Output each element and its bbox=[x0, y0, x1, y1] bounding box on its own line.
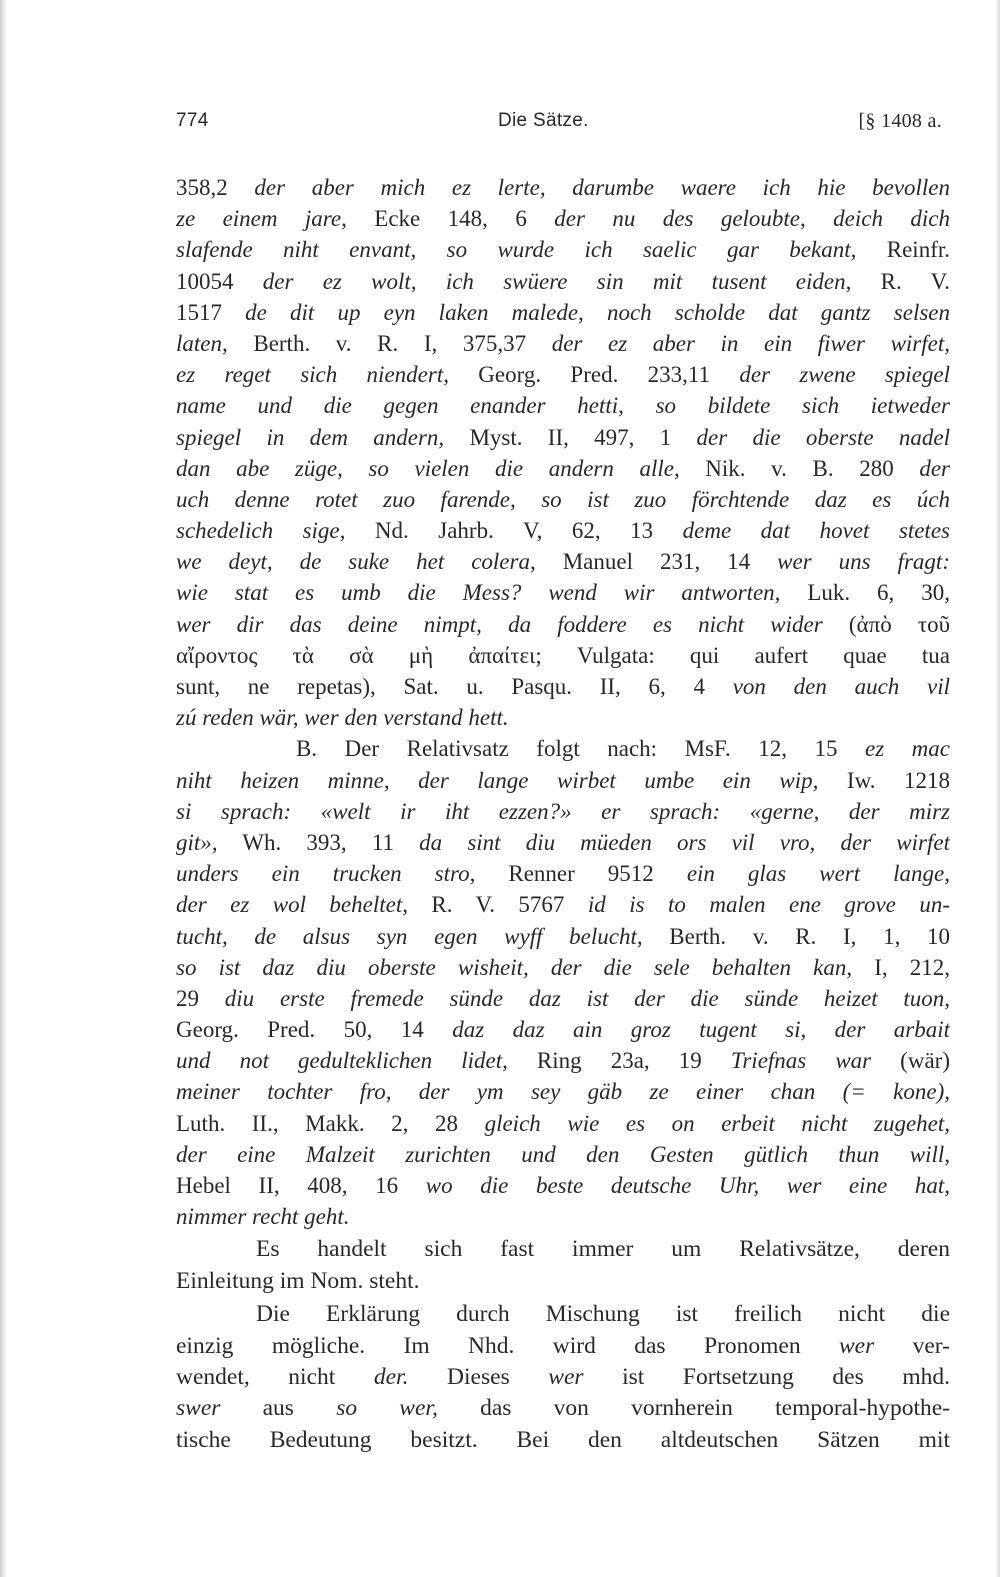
italic-quotation: so wer, bbox=[336, 1395, 438, 1422]
roman-text: Iw. 1218 bbox=[818, 767, 950, 793]
roman-text: Manuel 231, 14 bbox=[535, 549, 778, 575]
italic-quotation: deme dat hovet stetes bbox=[682, 518, 950, 544]
italic-quotation: uch denne rotet zuo farende, so ist zuo förchtende daz es úch bbox=[176, 486, 950, 512]
roman-text: Berth. v. R. I, 375,37 bbox=[227, 330, 552, 356]
text-line bbox=[176, 453, 950, 484]
text-line bbox=[176, 609, 950, 640]
roman-text: Georg. Pred. 233,11 bbox=[448, 362, 740, 388]
roman-text: Reinfr. bbox=[856, 237, 950, 263]
italic-quotation: swer bbox=[176, 1395, 221, 1422]
roman-text: Wh. 393, 11 bbox=[217, 829, 420, 855]
text-line bbox=[176, 765, 950, 796]
italic-quotation: Triefnas war bbox=[730, 1048, 872, 1074]
roman-text: 29 bbox=[176, 985, 225, 1011]
page-body bbox=[176, 172, 950, 1456]
text-line bbox=[176, 1076, 950, 1107]
italic-quotation: der zwene spiegel bbox=[739, 362, 950, 388]
paragraph-examples-b bbox=[176, 733, 950, 1232]
italic-quotation: wo die beste deutsche Uhr, wer eine hat, bbox=[425, 1173, 950, 1198]
roman-text: αἴροντος τὰ σὰ μὴ ἀπαίτει; Vulgata: qui aufert quae tua bbox=[176, 642, 950, 668]
italic-quotation: slafende niht envant, so wurde ich saelic gar bekant, bbox=[176, 237, 857, 263]
text-line bbox=[176, 1362, 950, 1393]
roman-text: 10054 bbox=[176, 268, 263, 294]
roman-text: (wär) bbox=[871, 1048, 950, 1074]
roman-text: Ecke 148, 6 bbox=[346, 206, 555, 232]
text-line bbox=[176, 1108, 950, 1139]
text-line bbox=[176, 515, 950, 546]
roman-text: Hebel II, 408, 16 bbox=[176, 1173, 426, 1198]
text-line bbox=[176, 422, 950, 453]
italic-quotation: si sprach: «welt ir iht ezzen?» er sprach: «gerne, der mirz bbox=[176, 798, 950, 824]
italic-quotation: daz daz ain groz tugent si, der arbait bbox=[452, 1017, 950, 1043]
italic-quotation: da sint diu müeden ors vil vro, der wirfet bbox=[419, 829, 950, 855]
italic-quotation: git», bbox=[176, 829, 218, 855]
scan-left-edge bbox=[0, 0, 7, 1577]
italic-quotation: wer bbox=[548, 1363, 584, 1390]
roman-text: 1517 bbox=[176, 299, 246, 325]
roman-text: Renner 9512 bbox=[475, 861, 687, 887]
italic-quotation: der. bbox=[373, 1363, 409, 1390]
italic-quotation: diu erste fremede sünde daz ist der die sünde heizet tuon, bbox=[224, 985, 950, 1011]
text-line bbox=[176, 297, 950, 328]
italic-quotation: nimmer recht geht. bbox=[176, 1204, 350, 1230]
roman-text: das von vornherein temporal-hypothe- bbox=[437, 1395, 950, 1422]
roman-text: Georg. Pred. 50, 14 bbox=[176, 1017, 453, 1043]
running-title: Die Sätze. bbox=[498, 110, 589, 131]
text-line bbox=[176, 546, 950, 577]
italic-quotation: schedelich sige, bbox=[176, 518, 346, 544]
roman-text: R. V. bbox=[851, 268, 950, 294]
roman-text: 358,2 bbox=[176, 175, 255, 200]
roman-text: ver- bbox=[874, 1332, 950, 1359]
italic-quotation: unders ein trucken stro, bbox=[176, 861, 476, 887]
italic-quotation: ein glas wert lange, bbox=[686, 861, 950, 887]
roman-text: (ἀπὸ τοῦ bbox=[822, 611, 950, 637]
roman-text: tische Bedeutung besitzt. Bei den altdeutschen Sätzen mit bbox=[176, 1426, 950, 1453]
italic-quotation: meiner tochter fro, der ym sey gäb ze einer chan (= kone), bbox=[176, 1079, 950, 1105]
italic-quotation: we deyt, de suke het colera, bbox=[176, 549, 536, 575]
roman-text: Ring 23a, 19 bbox=[507, 1048, 731, 1074]
text-line bbox=[176, 1393, 950, 1424]
italic-quotation: gleich wie es on erbeit nicht zugehet, bbox=[484, 1110, 950, 1136]
italic-quotation: der nu des geloubte, deich dich bbox=[554, 206, 950, 232]
italic-quotation: von den auch vil bbox=[732, 674, 950, 699]
italic-quotation: der ez wol beheltet, bbox=[176, 892, 408, 918]
roman-text: Berth. v. R. I, 1, 10 bbox=[642, 923, 950, 949]
text-line bbox=[176, 921, 950, 952]
text-line bbox=[176, 952, 950, 983]
running-header bbox=[176, 102, 950, 142]
italic-quotation: so ist daz diu oberste wisheit, der die sele behalten kan, bbox=[176, 954, 853, 980]
text-line bbox=[176, 484, 950, 515]
paragraph-remark bbox=[176, 1234, 950, 1297]
italic-quotation: laten, bbox=[176, 330, 228, 356]
italic-quotation: der die oberste nadel bbox=[696, 424, 950, 450]
text-line bbox=[176, 390, 950, 421]
italic-quotation: wer uns fragt: bbox=[777, 549, 950, 575]
roman-text: Myst. II, 497, 1 bbox=[444, 424, 697, 450]
italic-quotation: der bbox=[919, 455, 950, 481]
italic-quotation: ez reget sich niendert, bbox=[176, 362, 449, 388]
roman-text: einzig mögliche. Im Nhd. wird das Pronomen bbox=[176, 1332, 839, 1359]
page-number: 774 bbox=[176, 110, 209, 131]
roman-text: I, 212, bbox=[852, 954, 950, 980]
italic-quotation: de dit up eyn laken malede, noch scholde dat gantz selsen bbox=[245, 299, 950, 325]
italic-quotation: und not gedulteklichen lidet, bbox=[176, 1048, 508, 1074]
text-line bbox=[176, 266, 950, 297]
section-marker: [§ 1408 a. bbox=[858, 110, 942, 132]
roman-text: B. Der Relativsatz folgt nach: MsF. 12, 15 bbox=[296, 736, 865, 762]
scan-right-edge bbox=[995, 0, 1000, 1577]
italic-quotation: der eine Malzeit zurichten und den Gesten gütlich thun will, bbox=[176, 1141, 950, 1167]
roman-text: wendet, nicht bbox=[176, 1363, 374, 1390]
text-line bbox=[176, 796, 950, 827]
italic-quotation: wer bbox=[838, 1332, 875, 1359]
text-line bbox=[176, 203, 950, 234]
italic-quotation: der ez wolt, ich swüere sin mit tusent eiden, bbox=[262, 268, 852, 294]
roman-text: aus bbox=[220, 1395, 337, 1422]
text-line bbox=[176, 1170, 950, 1201]
text-line bbox=[176, 640, 950, 671]
roman-text: ist Fortsetzung des mhd. bbox=[583, 1363, 950, 1390]
text-line bbox=[176, 1234, 950, 1265]
text-line bbox=[176, 359, 950, 390]
italic-quotation: tucht, de alsus syn egen wyff belucht, bbox=[176, 923, 643, 949]
book-page bbox=[176, 102, 950, 1456]
roman-text: Die Erklärung durch Mischung ist freilich nicht die bbox=[256, 1301, 950, 1328]
italic-quotation: name und die gegen enander hetti, so bildete sich ietweder bbox=[176, 393, 950, 419]
text-line bbox=[176, 983, 950, 1014]
italic-quotation: wer dir das deine nimpt, da foddere es nicht wider bbox=[176, 611, 823, 637]
italic-quotation: ze einem jare, bbox=[176, 206, 347, 232]
text-line bbox=[176, 577, 950, 608]
text-line bbox=[176, 172, 950, 203]
roman-text: Nik. v. B. 280 bbox=[679, 455, 920, 481]
text-line bbox=[176, 1045, 950, 1076]
italic-quotation: zú reden wär, wer den verstand hett. bbox=[176, 705, 509, 731]
text-line bbox=[176, 733, 950, 764]
italic-quotation: der ez aber in ein fiwer wirfet, bbox=[551, 330, 950, 356]
text-line bbox=[176, 328, 950, 359]
text-line bbox=[176, 1266, 950, 1297]
italic-quotation: dan abe züge, so vielen die andern alle, bbox=[176, 455, 680, 481]
italic-quotation: spiegel in dem andern, bbox=[176, 424, 445, 450]
text-line bbox=[176, 1299, 950, 1330]
paragraph-explanation bbox=[176, 1299, 950, 1456]
roman-text: Dieses bbox=[408, 1363, 549, 1390]
text-line bbox=[176, 1201, 950, 1232]
text-line bbox=[176, 827, 950, 858]
italic-quotation: niht heizen minne, der lange wirbet umbe ein wip, bbox=[176, 767, 819, 793]
roman-text: R. V. 5767 bbox=[407, 892, 588, 918]
italic-quotation: der aber mich ez lerte, darumbe waere ich hie bevollen bbox=[254, 175, 950, 200]
roman-text: Nd. Jahrb. V, 62, 13 bbox=[345, 518, 683, 544]
roman-text: Einleitung im Nom. steht. bbox=[176, 1267, 420, 1294]
italic-quotation: id is to malen ene grove un- bbox=[587, 892, 950, 918]
text-line bbox=[176, 1331, 950, 1362]
roman-text: Luk. 6, 30, bbox=[780, 580, 950, 606]
text-line bbox=[176, 889, 950, 920]
text-line bbox=[176, 1425, 950, 1456]
text-line bbox=[176, 858, 950, 889]
italic-quotation: wie stat es umb die Mess? wend wir antworten, bbox=[176, 580, 781, 606]
roman-text: Luth. II., Makk. 2, 28 bbox=[176, 1110, 485, 1136]
roman-text: sunt, ne repetas), Sat. u. Pasqu. II, 6, 4 bbox=[176, 674, 733, 699]
roman-text: Es handelt sich fast immer um Relativsätze, deren bbox=[256, 1236, 950, 1263]
text-line bbox=[176, 1014, 950, 1045]
text-line bbox=[176, 1139, 950, 1170]
text-line bbox=[176, 702, 950, 733]
paragraph-examples-a bbox=[176, 172, 950, 733]
italic-quotation: ez mac bbox=[865, 736, 950, 762]
text-line bbox=[176, 234, 950, 265]
text-line bbox=[176, 671, 950, 702]
